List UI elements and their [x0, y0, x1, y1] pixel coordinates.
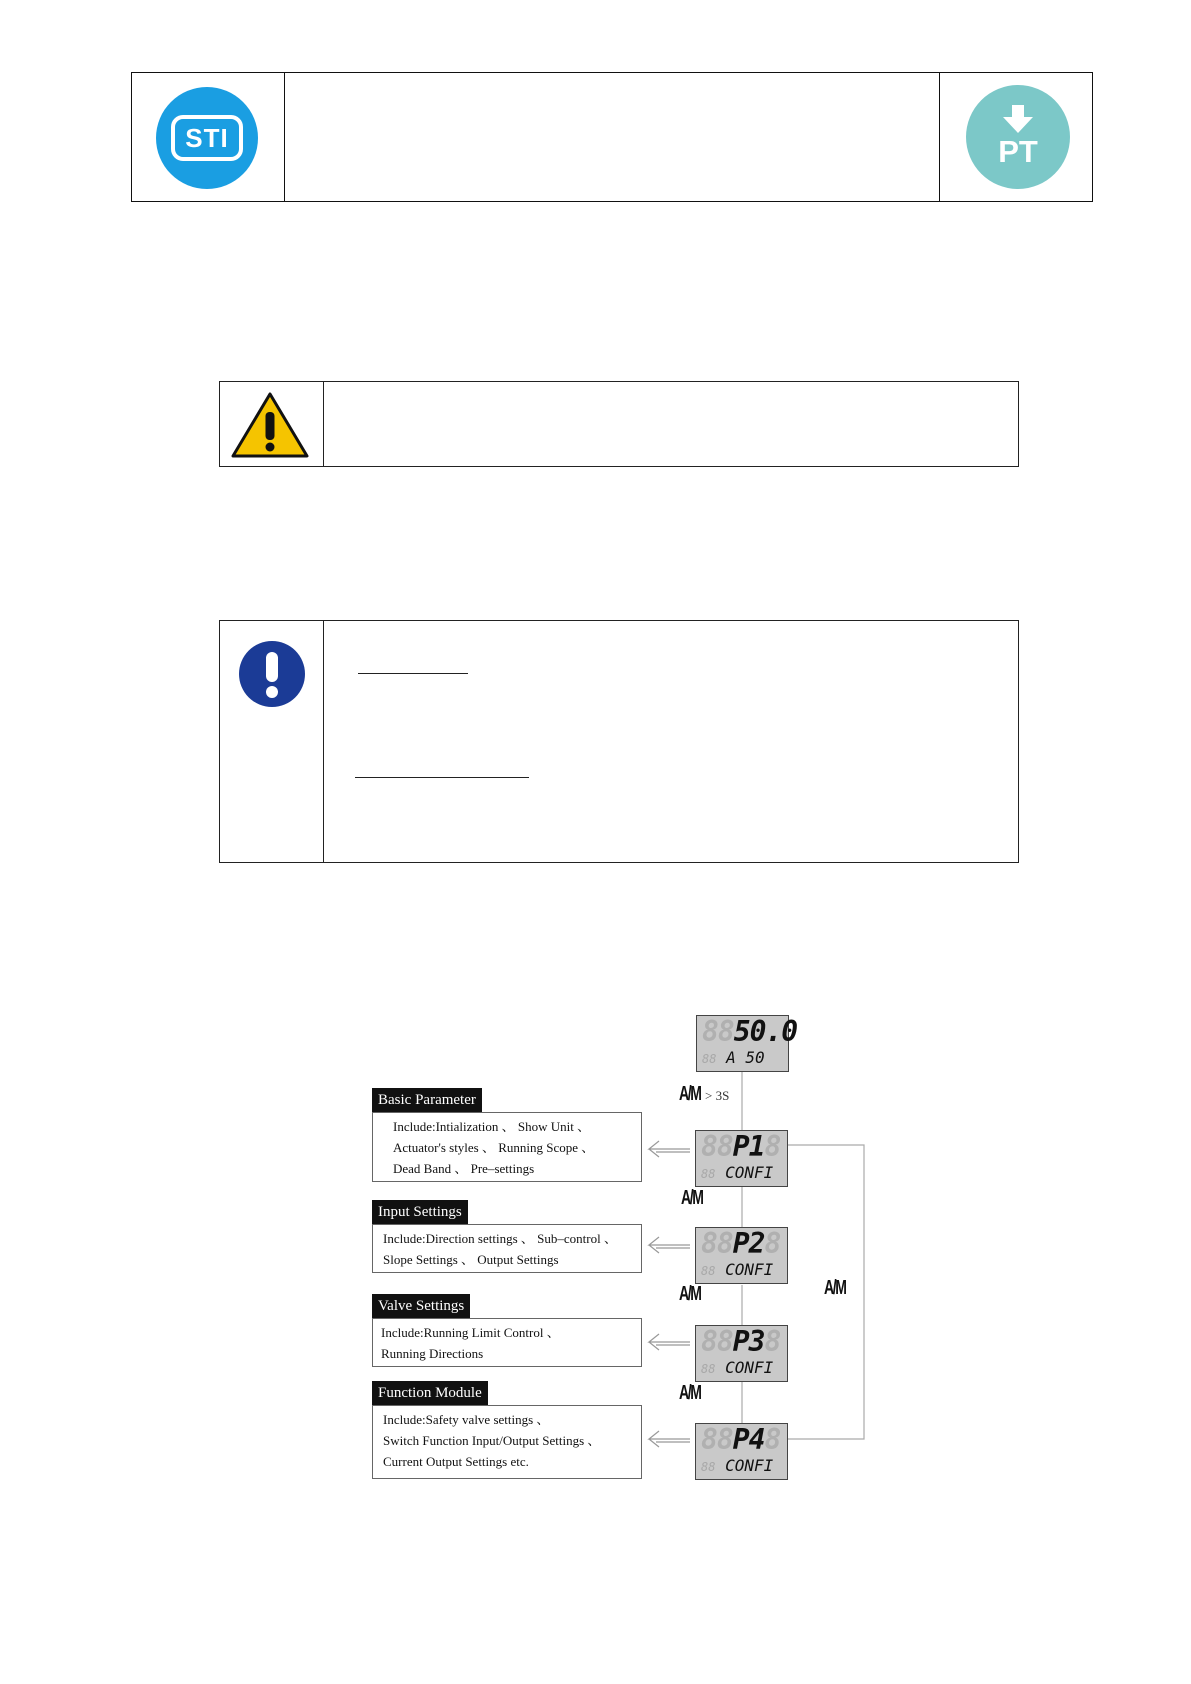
notice-divider — [323, 382, 324, 466]
lcd-ghost-small: 88 — [701, 1460, 716, 1474]
lcd-mode: A — [726, 1048, 736, 1067]
lcd-ghost-digits: 88 — [701, 1227, 733, 1260]
menu-box-valve-settings — [372, 1318, 642, 1367]
lcd-ghost-tail: 8 — [764, 1325, 781, 1358]
lcd-code: P4 — [732, 1423, 765, 1456]
menu-box-basic-parameter — [372, 1112, 642, 1182]
lcd-ghost-tail: 8 — [764, 1423, 781, 1456]
menu-line: Slope Settings 、 Output Settings — [383, 1252, 559, 1267]
warning-triangle-icon — [230, 390, 310, 460]
lcd-code: P1 — [732, 1130, 765, 1163]
lcd-ghost-digits: 88 — [701, 1325, 733, 1358]
menu-line: Include:Direction settings 、 Sub–control 、 — [383, 1231, 617, 1246]
header-pt-cell — [939, 73, 1092, 201]
am-button-label: A/M — [681, 1187, 703, 1209]
exclamation-circle-icon — [238, 640, 306, 708]
am-return-label: A/M — [824, 1277, 846, 1299]
down-arrow-icon — [1001, 103, 1035, 137]
hold-duration-label: > 3S — [705, 1088, 730, 1103]
lcd-sub: CONFI — [725, 1260, 774, 1279]
main-lcd-display — [696, 1015, 798, 1072]
header-table — [131, 72, 1093, 202]
lcd-ghost-digits: 88 — [701, 1423, 733, 1456]
lcd-p1 — [695, 1130, 788, 1187]
sti-logo — [156, 87, 258, 189]
lcd-sub: CONFI — [725, 1456, 774, 1475]
am-button-label: A/M — [679, 1382, 701, 1404]
menu-line: Include:Safety valve settings 、 — [383, 1412, 550, 1427]
menu-line: Switch Function Input/Output Settings 、 — [383, 1433, 601, 1448]
lcd-code: P3 — [732, 1325, 765, 1358]
lcd-sub: CONFI — [725, 1163, 774, 1182]
lcd-sub: CONFI — [725, 1358, 774, 1377]
lcd-ghost-small: 88 — [701, 1362, 716, 1376]
header-logo-cell — [132, 73, 285, 201]
lcd-code: P2 — [732, 1227, 765, 1260]
menu-line: Actuator's styles 、 Running Scope 、 — [393, 1140, 595, 1155]
lcd-ghost-small: 88 — [701, 1167, 716, 1181]
menu-diagram — [370, 1015, 870, 1485]
warning-notice — [219, 381, 1019, 467]
am-button-label: A/M — [679, 1083, 701, 1105]
menu-line: Running Directions — [381, 1346, 484, 1361]
info-notice — [219, 620, 1019, 863]
lcd-ghost-digits: 88 — [701, 1130, 733, 1163]
menu-title-function-module: Function Module — [372, 1381, 488, 1405]
menu-line: Dead Band 、 Pre–settings — [393, 1161, 535, 1176]
menu-title-valve-settings: Valve Settings — [372, 1294, 470, 1318]
lcd-ghost-tail: 8 — [764, 1227, 781, 1260]
underline-rule-1 — [358, 673, 468, 674]
lcd-ghost-small: 88 — [702, 1052, 717, 1066]
menu-box-input-settings — [372, 1224, 642, 1273]
underline-rule-2 — [355, 777, 529, 778]
menu-title-basic-parameter: Basic Parameter — [372, 1088, 482, 1112]
lcd-value: 50.0 — [733, 1015, 798, 1048]
pt-logo-text: PT — [998, 134, 1038, 169]
lcd-p4 — [695, 1423, 788, 1480]
notice-divider — [323, 621, 324, 862]
lcd-percent: 50 — [745, 1048, 765, 1067]
menu-line: Include:Running Limit Control 、 — [381, 1325, 560, 1340]
lcd-p3 — [695, 1325, 788, 1382]
menu-box-function-module — [372, 1405, 642, 1479]
sti-logo-text: STI — [171, 115, 243, 161]
lcd-p2 — [695, 1227, 788, 1284]
menu-line: Include:Intialization 、 Show Unit 、 — [393, 1119, 591, 1134]
menu-title-input-settings: Input Settings — [372, 1200, 468, 1224]
menu-line: Current Output Settings etc. — [383, 1454, 529, 1469]
lcd-ghost-small: 88 — [701, 1264, 716, 1278]
pt-logo — [966, 85, 1070, 189]
lcd-ghost-digits: 88 — [702, 1015, 734, 1048]
lcd-ghost-tail: 8 — [764, 1130, 781, 1163]
am-button-label: A/M — [679, 1283, 701, 1305]
